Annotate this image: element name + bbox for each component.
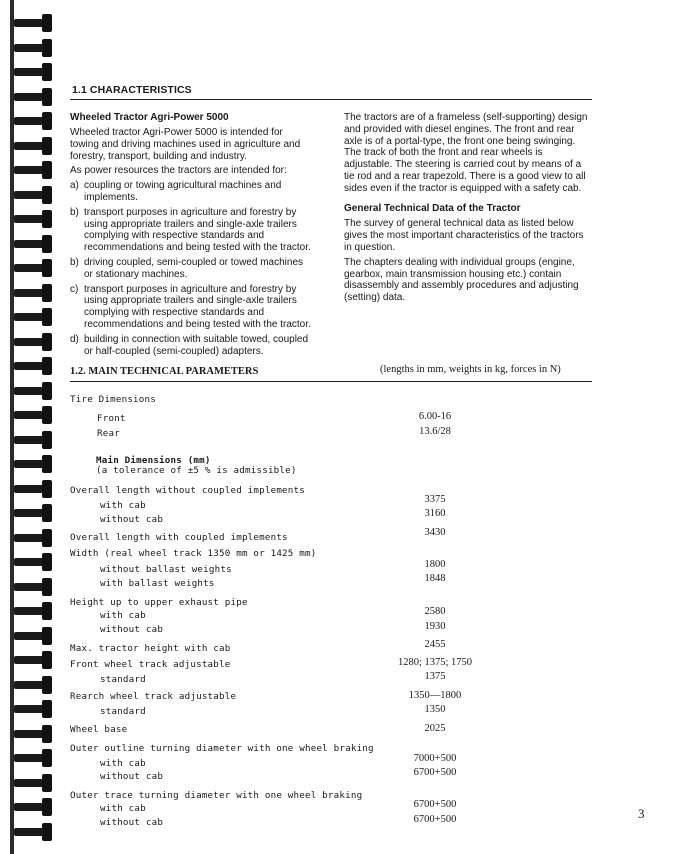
param-value: 2025 bbox=[424, 723, 446, 734]
binding-ring bbox=[14, 357, 58, 375]
param-label: Outer trace turning diameter with one wheel braking bbox=[70, 790, 363, 801]
list-text: transport purposes in agriculture and forestry by using appropriate trailers and single-axle trailers complying with respective standards and recommendations and being tested with the tractor. bbox=[84, 206, 311, 254]
list-item bbox=[70, 257, 313, 281]
list-text: coupling or towing agricultural machines and implements. bbox=[84, 180, 282, 203]
list-item bbox=[70, 334, 313, 358]
param-value: 1848 bbox=[424, 573, 446, 584]
param-label: Overall length with coupled implements bbox=[70, 532, 288, 543]
binding-ring bbox=[14, 161, 58, 179]
param-label: Tire Dimensions bbox=[70, 394, 156, 405]
section-heading-parameters: 1.2. MAIN TECHNICAL PARAMETERS bbox=[70, 366, 259, 377]
param-label: standard bbox=[100, 706, 146, 717]
binding-ring bbox=[14, 627, 58, 645]
param-value: 7000+500 bbox=[413, 753, 457, 764]
binding-ring bbox=[14, 14, 58, 32]
param-value: 6700+500 bbox=[413, 767, 457, 778]
list-marker: b) bbox=[70, 206, 79, 218]
section-heading-characteristics: 1.1 CHARACTERISTICS bbox=[72, 84, 192, 96]
param-value: 3160 bbox=[424, 508, 446, 519]
binding-ring bbox=[14, 480, 58, 498]
paragraph: Wheeled tractor Agri-Power 5000 is intended for towing and driving machines used in agriculture and forestry, transport, building and industry. bbox=[70, 127, 301, 162]
binding-ring bbox=[14, 700, 58, 718]
binding-ring bbox=[14, 63, 58, 81]
binding-ring bbox=[14, 259, 58, 277]
binding-ring bbox=[14, 431, 58, 449]
binding-ring bbox=[14, 88, 58, 106]
list-marker: d) bbox=[70, 333, 79, 345]
binding-ring bbox=[14, 112, 58, 130]
units-note: (lengths in mm, weights in kg, forces in N) bbox=[380, 364, 561, 375]
param-value: 1280; 1375; 1750 bbox=[397, 657, 473, 668]
param-value: 2580 bbox=[424, 606, 446, 617]
binding-ring bbox=[14, 382, 58, 400]
param-value: 1930 bbox=[424, 621, 446, 632]
param-value: 6700+500 bbox=[413, 799, 457, 810]
list-marker: c) bbox=[70, 283, 79, 295]
param-label: with cab bbox=[100, 610, 146, 621]
param-label: Height up to upper exhaust pipe bbox=[70, 597, 248, 608]
param-label: Width (real wheel track 1350 mm or 1425 mm) bbox=[70, 548, 317, 559]
param-label: with cab bbox=[100, 803, 146, 814]
binding-ring bbox=[14, 455, 58, 473]
param-label: without ballast weights bbox=[100, 564, 232, 575]
page-number: 3 bbox=[638, 806, 645, 821]
list-item bbox=[70, 284, 313, 331]
param-label: (a tolerance of ±5 % is admissible) bbox=[96, 465, 297, 476]
param-label: with cab bbox=[100, 500, 146, 511]
binding-ring bbox=[14, 602, 58, 620]
binding-ring bbox=[14, 186, 58, 204]
section-rule bbox=[70, 99, 592, 100]
binding-ring bbox=[14, 210, 58, 228]
param-label: Max. tractor height with cab bbox=[70, 643, 231, 654]
binding-ring bbox=[14, 308, 58, 326]
list-marker: b) bbox=[70, 256, 79, 268]
param-label: with cab bbox=[100, 758, 146, 769]
param-label: Overall length without coupled implements bbox=[70, 485, 305, 496]
binding-ring bbox=[14, 406, 58, 424]
binding-ring bbox=[14, 553, 58, 571]
binding-ring bbox=[14, 676, 58, 694]
right-paragraphs bbox=[344, 112, 590, 304]
binding-ring bbox=[14, 798, 58, 816]
list-item bbox=[70, 180, 313, 204]
paragraph: The survey of general technical data as listed below gives the most important characteristics of the tractors in question. bbox=[344, 218, 584, 253]
binding-ring bbox=[14, 578, 58, 596]
binding-ring bbox=[14, 651, 58, 669]
param-label: Rearch wheel track adjustable bbox=[70, 691, 237, 702]
param-label: standard bbox=[100, 674, 146, 685]
section-rule bbox=[70, 381, 592, 382]
binding-ring bbox=[14, 725, 58, 743]
binding-ring bbox=[14, 504, 58, 522]
binding-ring bbox=[14, 749, 58, 767]
param-label: without cab bbox=[100, 771, 164, 782]
paragraph: The tractors are of a frameless (self-supporting) design and provided with diesel engines. The front and rear axle is of a portal-type, the front one being swinging. The track of both the front and rear wheels is adjustable. The steering is carried cout by means of a tie rod and a rear trapezold. There is a good view to all sides even if the tractor is equipped with a safety cab. bbox=[344, 112, 588, 194]
binding-ring bbox=[14, 284, 58, 302]
param-label: Front wheel track adjustable bbox=[70, 659, 231, 670]
param-value: 6700+500 bbox=[413, 814, 457, 825]
binding-ring bbox=[14, 39, 58, 57]
binding-ring bbox=[14, 823, 58, 841]
binding-ring bbox=[14, 529, 58, 547]
list-text: building in connection with suitable towed, coupled or half-coupled (semi-coupled) adapters. bbox=[84, 333, 309, 357]
left-column bbox=[70, 112, 313, 360]
param-label: without cab bbox=[100, 817, 164, 828]
param-value: 1350—1800 bbox=[408, 690, 462, 701]
subheading-general-data: General Technical Data of the Tractor bbox=[344, 202, 521, 214]
binding-ring bbox=[14, 774, 58, 792]
param-label: Outer outline turning diameter with one wheel braking bbox=[70, 743, 374, 754]
list-item bbox=[70, 207, 313, 254]
param-value: 3375 bbox=[424, 494, 446, 505]
binding-ring bbox=[14, 235, 58, 253]
param-label: Front bbox=[97, 413, 126, 424]
spiral-binding bbox=[0, 0, 62, 854]
param-label: with ballast weights bbox=[100, 578, 215, 589]
param-label: without cab bbox=[100, 514, 164, 525]
param-value: 1350 bbox=[424, 704, 446, 715]
param-value: 2455 bbox=[424, 639, 446, 650]
param-label: Main Dimensions (mm) bbox=[96, 455, 211, 466]
binding-ring bbox=[14, 333, 58, 351]
paragraph: The chapters dealing with individual groups (engine, gearbox, main transmission housing etc.) contain disassembly and assembly procedures and adjusting (setting) data. bbox=[344, 256, 579, 304]
param-value: 6.00-16 bbox=[418, 411, 452, 422]
right-column bbox=[344, 112, 590, 307]
param-value: 1800 bbox=[424, 559, 446, 570]
usage-list bbox=[70, 180, 313, 357]
param-label: Rear bbox=[97, 428, 120, 439]
left-paragraphs bbox=[70, 127, 313, 357]
list-text: transport purposes in agriculture and forestry by using appropriate trailers and single-axle trailers complying with respective standards and recommendations and being tested with the tractor. bbox=[84, 283, 311, 330]
binding-ring bbox=[14, 137, 58, 155]
subheading-tractor: Wheeled Tractor Agri-Power 5000 bbox=[70, 112, 229, 123]
param-value: 13.6/28 bbox=[419, 426, 451, 437]
paragraph: As power resources the tractors are intended for: bbox=[70, 165, 287, 177]
list-text: driving coupled, semi-coupled or towed machines or stationary machines. bbox=[84, 256, 304, 280]
param-value: 3430 bbox=[424, 527, 446, 538]
param-label: without cab bbox=[100, 624, 164, 635]
param-label: Wheel base bbox=[70, 724, 128, 735]
param-value: 1375 bbox=[424, 671, 446, 682]
list-marker: a) bbox=[70, 180, 79, 192]
